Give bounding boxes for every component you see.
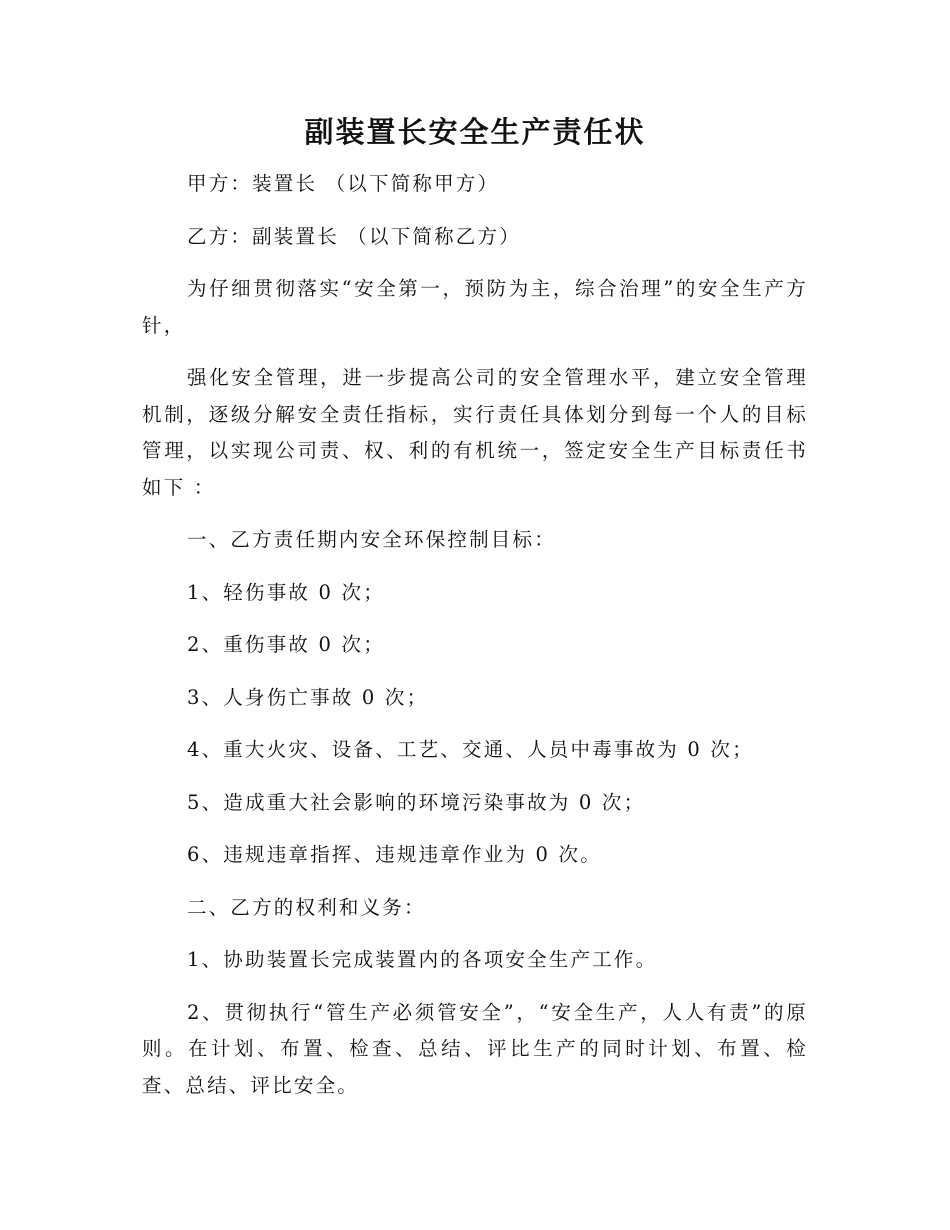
section-heading-2: 二、乙方的权利和义务： xyxy=(187,895,426,919)
target-item-5: 5、造成重大社会影响的环境污染事故为 0 次； xyxy=(187,790,646,814)
document-body xyxy=(142,166,808,1104)
target-item-3: 3、人身伤亡事故 0 次； xyxy=(187,685,429,709)
target-item-2: 2、重伤事故 0 次； xyxy=(187,633,385,656)
duty-item-1: 1、协助装置长完成装置内的各项安全生产工作。 xyxy=(187,948,658,971)
target-item-6: 6、违规违章指挥、违规违章作业为 0 次。 xyxy=(187,843,602,866)
party-a-line: 甲方：装置长 （以下简称甲方） xyxy=(187,172,500,195)
party-b-line: 乙方：副装置长 （以下简称乙方） xyxy=(187,224,521,248)
document-title: 副装置长安全生产责任状 xyxy=(304,115,646,149)
duty-item-2: 2、贯彻执行“管生产必须管安全”，“安全生产，人人有责”的原则。在计划、布置、检查、总结、评比生产的同时计划、布置、检查、总结、评比安全。 xyxy=(142,1000,808,1097)
section-heading-1: 一、乙方责任期内安全环保控制目标： xyxy=(187,528,556,551)
management-paragraph: 强化安全管理，进一步提高公司的安全管理水平，建立安全管理机制，逐级分解安全责任指标，实行责任具体划分到每一个人的目标管理，以实现公司责、权、利的有机统一，签定安全生产目标责任书如下 ： xyxy=(142,366,808,499)
target-item-1: 1、轻伤事故 0 次； xyxy=(187,580,385,604)
target-item-4: 4、重大火灾、设备、工艺、交通、人员中毒事故为 0 次； xyxy=(187,738,754,761)
intro-paragraph: 为仔细贯彻落实“安全第一，预防为主，综合治理”的安全生产方针， xyxy=(142,277,808,337)
